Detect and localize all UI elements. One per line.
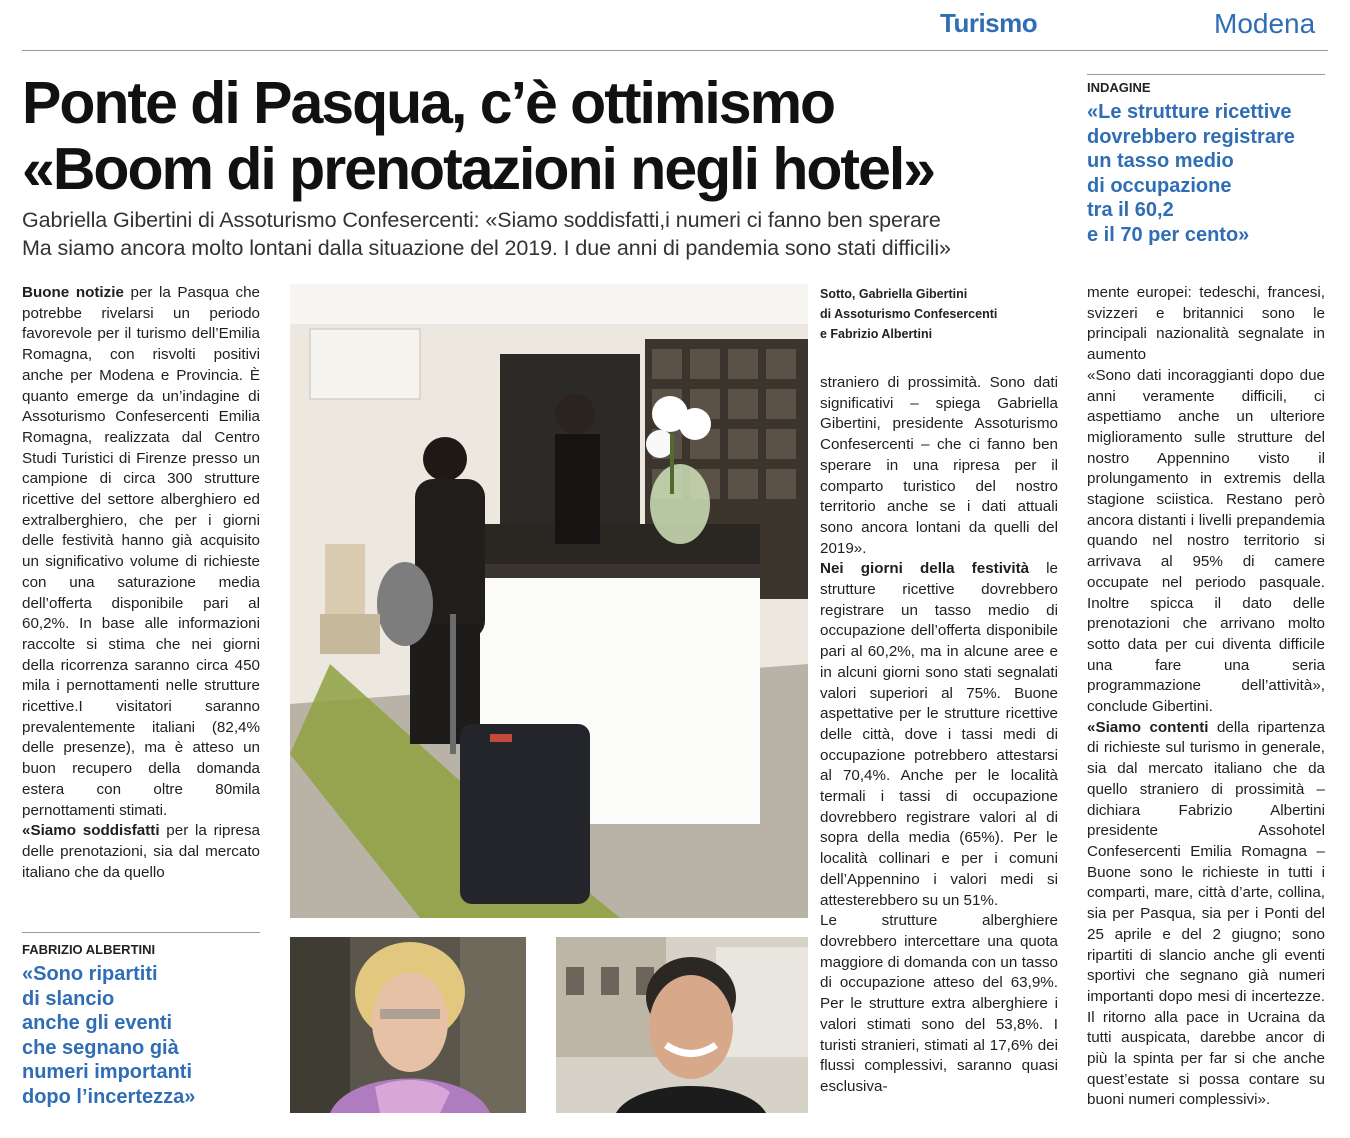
headline-line-1: Ponte di Pasqua, c’è ottimismo	[22, 70, 835, 136]
subtitle	[22, 206, 1072, 262]
hotel-reception-photo	[290, 284, 808, 918]
column-3-text-3: della ripartenza di richieste sul turismo in generale, sia dal mercato italiano che da quello straniero di prossimità – dichiara Fabrizio Albertini presidente Assohotel Confesercenti Emilia Romagna – Buone sono le richieste in tutti i comparti, mare, città d’arte, collina, sia per Pasqua, sia per i Ponti del 25 aprile e del 2 giugno; sono ripartiti di slancio anche gli eventi sportivi che segnano già numeri importanti dopo mesi di incertezze. Il ritorno alla pace in Ucraina da tutti auspicata, darebbe ancor di più la spinta per far si che anche quest’estate si possa contare su buoni numeri complessivi».	[1087, 718, 1325, 1109]
lead-nei-giorni: Nei giorni della festività	[820, 560, 1030, 578]
column-1-text-1: per la Pasqua che potrebbe rivelarsi un periodo favorevole per il turismo dell’Emilia Romagna, con risvolti positivi anche per Modena e Provincia. È quanto emerge da un’indagine di Assoturismo Confesercenti Emilia Romagna, realizzata dal Centro Studi Turistici di Firenze presso un campione di circa 300 strutture ricettive del settore alberghiero ed extralberghiero, che per i giorni delle festività hanno già acquisito un significativo volume di richieste con una saturazione media dell’offerta disponibile pari al 60,2%. In base alle informazioni raccolte si stima che nei giorni della ricorrenza saranno circa 450 mila i pernottamenti nelle strutture ricettive.I visitatori saranno prevalentemente italiani (82,4% delle presenze), ma è atteso un buon recupero della domanda estera con oltre 80mila pernottamenti stimati.	[22, 284, 260, 819]
column-2-text-1: straniero di prossimità. Sono dati significativi – spiega Gabriella Gibertini, presidente Assoturismo Confesercenti – che ci fanno ben sperare in una ripresa per il comparto turistico del nostro territorio anche se i dati attuali sono ancora lontani da quelli del 2019».	[820, 374, 1058, 557]
column-3-text-2: «Sono dati incoraggianti dopo due anni veramente difficili, ci aspettiamo anche un ulteriore miglioramento sulle strutture del nostro Appennino visto il prolungamento in extremis della stagione sciistica. Restano però ancora distanti i livelli prepandemia quando nel nostro territorio si arrivava al 95% di camere occupate nel periodo pasquale. Inoltre spicca il dato delle prenotazioni che arrivano molto sotto data per cui diventa difficile una fare una seria programmazione dell’attività», conclude Gibertini.	[1087, 366, 1325, 716]
lead-siamo-contenti: «Siamo contenti	[1087, 718, 1209, 736]
subtitle-line-1: Gabriella Gibertini di Assoturismo Confesercenti: «Siamo soddisfatti,i numeri ci fanno ben sperare	[22, 208, 941, 232]
sidebar-top-rule	[1087, 74, 1325, 75]
subtitle-line-2: Ma siamo ancora molto lontani dalla situazione del 2019. I due anni di pandemia sono stati difficili»	[22, 236, 951, 260]
hotel-reception-illustration	[290, 284, 808, 918]
column-2-text-3: Le strutture alberghiere dovrebbero intercettare una quota maggiore di domanda con un tasso di occupazione atteso del 63,9%. Per le strutture extra alberghiere i valori stimati sono del 53,8%. I turisti stranieri, stimati al 17,6% dei flussi complessivi, saranno quasi esclusiva-	[820, 912, 1058, 1095]
article-column-3	[1087, 283, 1325, 1111]
top-divider	[22, 50, 1328, 51]
photo-caption: Sotto, Gabriella Gibertini di Assoturismo Confesercenti e Fabrizio Albertini	[820, 287, 998, 341]
headline-line-2: «Boom di prenotazioni negli hotel»	[22, 136, 935, 202]
portrait-albertini	[556, 937, 808, 1113]
column-3-text-1: mente europei: tedeschi, francesi, svizzeri e britannici sono le principali nazionalità segnalate in aumento	[1087, 284, 1325, 364]
section-label: Turismo	[940, 8, 1038, 38]
lead-buone-notizie: Buone notizie	[22, 284, 124, 301]
column-2-text-2: le strutture ricettive dovrebbero registrare un tasso medio di occupazione dell’offerta disponibile pari al 60,2%, ma in alcune aree e in alcuni giorni sono stati segnalati valori superiori al 75%. Buone aspettative per le strutture ricettive delle città, dove i tassi medi di occupazione potrebbero attestarsi al 70,4%. Anche per le località termali i tassi di occupazione dovrebbero registrare valori al di sopra della media (65%). Per le località collinari e per i comuni dell’Appennino i valori medi si attesterebbero su un 51%.	[820, 560, 1059, 909]
sidebar-bottom-quote: «Sono ripartiti di slancio anche gli eventi che segnano già numeri importanti dopo l’incertezza»	[22, 963, 196, 1108]
column-1-text-2: per la ripresa delle prenotazioni, sia dal mercato italiano che da quello	[22, 822, 260, 881]
article-column-1	[22, 283, 260, 883]
city-label: Modena	[1214, 8, 1316, 39]
sidebar-bottom-label: FABRIZIO ALBERTINI	[22, 942, 156, 957]
article-column-2	[820, 373, 1058, 1098]
portrait-gibertini-illustration	[290, 937, 526, 1113]
portrait-albertini-illustration	[556, 937, 808, 1113]
sidebar-top-label: INDAGINE	[1087, 80, 1151, 95]
portrait-gibertini	[290, 937, 526, 1113]
lead-siamo-soddisfatti: «Siamo soddisfatti	[22, 822, 160, 840]
sidebar-bottom-rule	[22, 932, 260, 933]
sidebar-top-quote: «Le strutture ricettive dovrebbero registrare un tasso medio di occupazione tra il 60,2 e il 70 per cento»	[1087, 101, 1295, 246]
headline	[22, 70, 1072, 202]
